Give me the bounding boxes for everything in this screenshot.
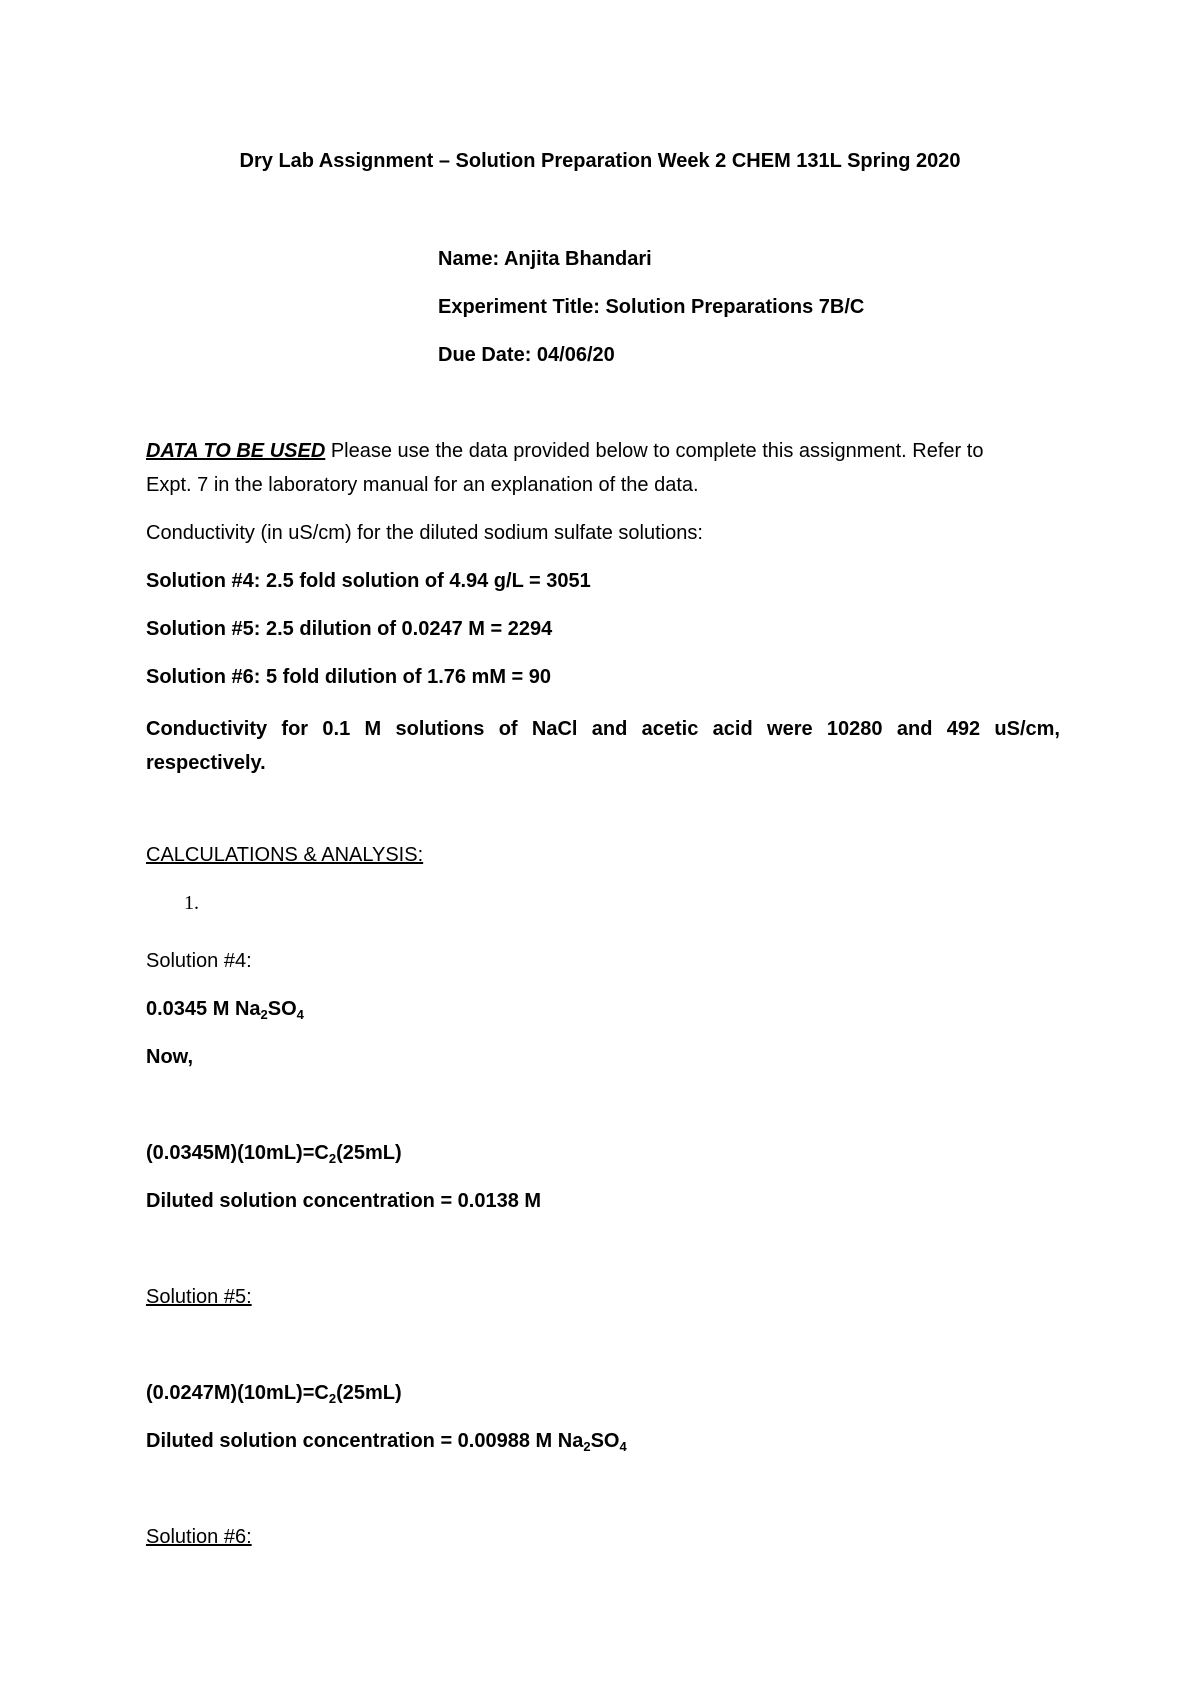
solution-4-result: Diluted solution concentration = 0.0138 M	[146, 1190, 542, 1212]
data-item-solution-5: Solution #5: 2.5 dilution of 0.0247 M = 2294	[146, 618, 553, 640]
solution-6-label: Solution #6:	[146, 1526, 252, 1548]
solution-5-result: Diluted solution concentration = 0.00988 M $Na_2SO_4$	[146, 1430, 627, 1454]
data-heading: DATA TO BE USED	[146, 440, 326, 462]
data-intro-line1	[146, 438, 983, 464]
solution-4-label: Solution #4:	[146, 950, 252, 972]
now-label: Now,	[146, 1046, 194, 1068]
solution-5-label: Solution #5:	[146, 1286, 252, 1308]
due-date: Due Date: 04/06/20	[438, 344, 615, 366]
experiment-title: Experiment Title: Solution Preparations 7B/C	[438, 296, 865, 318]
solution-5-equation: $(0.0247M)(10mL)=C_2(25mL)$	[146, 1382, 402, 1406]
data-intro-line2: Expt. 7 in the laboratory manual for an explanation of the data.	[146, 474, 699, 496]
student-name: Name: Anjita Bhandari	[438, 248, 652, 270]
calculations-heading: CALCULATIONS & ANALYSIS:	[146, 844, 424, 866]
document-title: Dry Lab Assignment – Solution Preparation Week 2 CHEM 131L Spring 2020	[239, 150, 961, 172]
conductivity-note: Conductivity for 0.1 M solutions of NaCl and acetic acid were 10280 and 492 uS/cm, respectively.	[146, 718, 1060, 774]
data-intro-text: Please use the data provided below to complete this assignment. Refer to	[325, 440, 984, 462]
conductivity-intro: Conductivity (in uS/cm) for the diluted sodium sulfate solutions:	[146, 522, 703, 544]
data-item-solution-4: Solution #4: 2.5 fold solution of 4.94 g/L = 3051	[146, 570, 591, 592]
solution-4-concentration: 0.0345 M $Na_2SO_4$	[146, 998, 304, 1022]
solution-4-equation: $(0.0345M)(10mL)=C_2(25mL)$	[146, 1142, 402, 1166]
question-number: 1.	[184, 892, 199, 914]
data-item-solution-6: Solution #6: 5 fold dilution of 1.76 mM = 90	[146, 666, 552, 688]
